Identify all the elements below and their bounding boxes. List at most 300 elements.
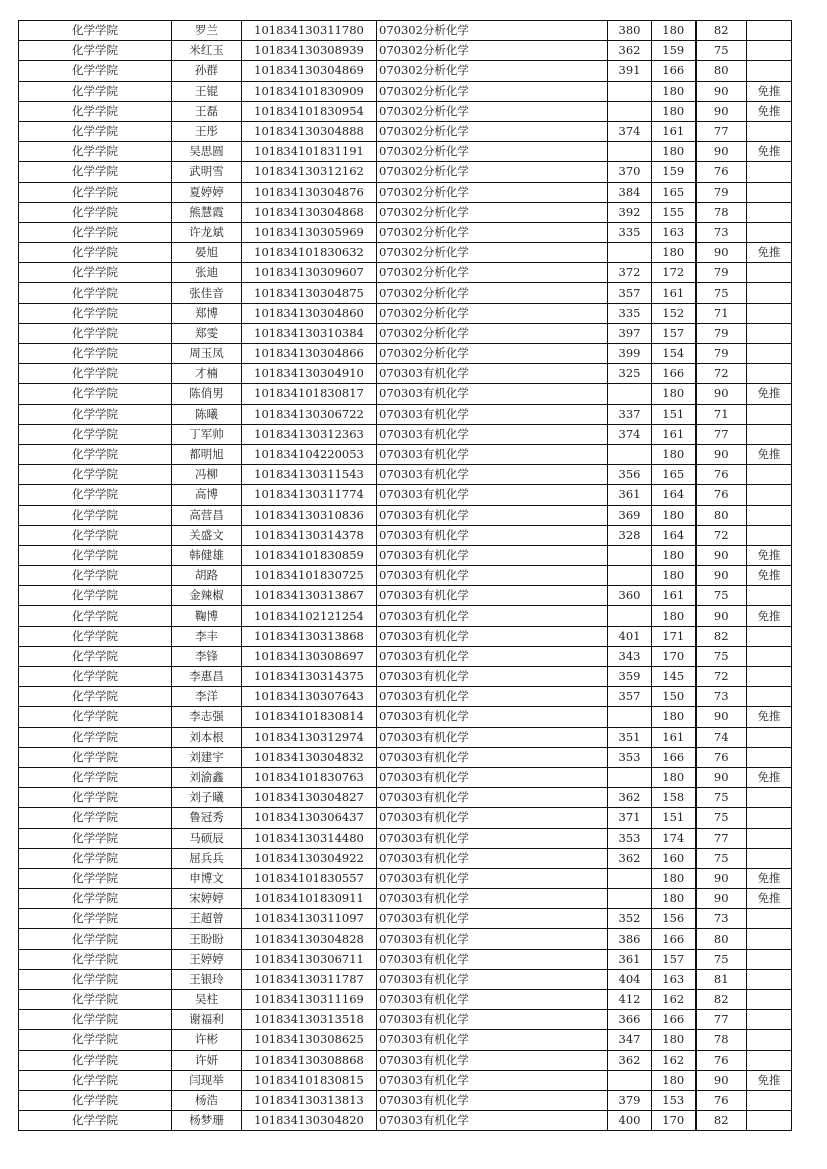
retest-score-cell: 162 [652,1050,696,1070]
college-cell: 化学学院 [19,404,172,424]
note-cell [747,990,792,1010]
retest-score-cell: 155 [652,202,696,222]
total-score-cell: 90 [696,243,747,263]
initial-score-cell: 359 [608,667,652,687]
retest-score-cell: 165 [652,182,696,202]
note-cell: 免推 [747,767,792,787]
major-cell: 070303有机化学 [377,364,608,384]
major-cell: 070303有机化学 [377,465,608,485]
college-cell: 化学学院 [19,788,172,808]
major-cell: 070303有机化学 [377,626,608,646]
table-row [19,687,792,707]
exam-id-cell: 101834130306711 [242,949,377,969]
exam-id-cell: 101834130311169 [242,990,377,1010]
note-cell [747,303,792,323]
table-row [19,969,792,989]
retest-score-cell: 164 [652,485,696,505]
exam-id-cell: 101834101831191 [242,142,377,162]
table-row [19,344,792,364]
note-cell [747,667,792,687]
initial-score-cell [608,243,652,263]
total-score-cell: 78 [696,1030,747,1050]
admission-results-table [18,20,792,1131]
initial-score-cell: 379 [608,1090,652,1110]
initial-score-cell: 337 [608,404,652,424]
retest-score-cell: 180 [652,444,696,464]
table-row [19,81,792,101]
college-cell: 化学学院 [19,707,172,727]
college-cell: 化学学院 [19,1030,172,1050]
name-cell: 郑雯 [172,323,242,343]
table-row [19,889,792,909]
table-row [19,243,792,263]
college-cell: 化学学院 [19,142,172,162]
table-row [19,364,792,384]
retest-score-cell: 153 [652,1090,696,1110]
table-row [19,61,792,81]
note-cell [747,121,792,141]
note-cell [747,1030,792,1050]
major-cell: 070302分析化学 [377,283,608,303]
note-cell: 免推 [747,444,792,464]
table-row [19,404,792,424]
exam-id-cell: 101834102121254 [242,606,377,626]
college-cell: 化学学院 [19,263,172,283]
table-row [19,727,792,747]
exam-id-cell: 101834130304869 [242,61,377,81]
name-cell: 吴思圆 [172,142,242,162]
total-score-cell: 77 [696,1010,747,1030]
name-cell: 孙群 [172,61,242,81]
exam-id-cell: 101834130304828 [242,929,377,949]
college-cell: 化学学院 [19,81,172,101]
name-cell: 杨浩 [172,1090,242,1110]
exam-id-cell: 101834130310384 [242,323,377,343]
name-cell: 王超曾 [172,909,242,929]
major-cell: 070303有机化学 [377,868,608,888]
retest-score-cell: 180 [652,1070,696,1090]
note-cell [747,505,792,525]
major-cell: 070303有机化学 [377,545,608,565]
total-score-cell: 81 [696,969,747,989]
initial-score-cell: 356 [608,465,652,485]
name-cell: 刘子曦 [172,788,242,808]
college-cell: 化学学院 [19,21,172,41]
total-score-cell: 75 [696,788,747,808]
note-cell [747,1111,792,1131]
exam-id-cell: 101834130304827 [242,788,377,808]
note-cell [747,586,792,606]
total-score-cell: 75 [696,949,747,969]
college-cell: 化学学院 [19,1090,172,1110]
retest-score-cell: 156 [652,909,696,929]
total-score-cell: 74 [696,727,747,747]
exam-id-cell: 101834130304888 [242,121,377,141]
major-cell: 070303有机化学 [377,424,608,444]
table-row [19,465,792,485]
initial-score-cell: 374 [608,121,652,141]
table-row [19,1030,792,1050]
note-cell [747,1050,792,1070]
retest-score-cell: 161 [652,424,696,444]
table-row [19,424,792,444]
note-cell [747,465,792,485]
retest-score-cell: 172 [652,263,696,283]
total-score-cell: 75 [696,646,747,666]
major-cell: 070303有机化学 [377,384,608,404]
exam-id-cell: 101834130311780 [242,21,377,41]
exam-id-cell: 101834130314375 [242,667,377,687]
major-cell: 070303有机化学 [377,444,608,464]
exam-id-cell: 101834130307643 [242,687,377,707]
note-cell: 免推 [747,545,792,565]
name-cell: 都明旭 [172,444,242,464]
initial-score-cell [608,889,652,909]
initial-score-cell: 360 [608,586,652,606]
major-cell: 070303有机化学 [377,767,608,787]
retest-score-cell: 180 [652,384,696,404]
college-cell: 化学学院 [19,667,172,687]
note-cell [747,1010,792,1030]
exam-id-cell: 101834130309607 [242,263,377,283]
exam-id-cell: 101834130311774 [242,485,377,505]
major-cell: 070303有机化学 [377,505,608,525]
exam-id-cell: 101834101830632 [242,243,377,263]
total-score-cell: 90 [696,566,747,586]
table-row [19,909,792,929]
name-cell: 韩健雄 [172,545,242,565]
table-row [19,182,792,202]
college-cell: 化学学院 [19,424,172,444]
college-cell: 化学学院 [19,808,172,828]
table-row [19,566,792,586]
college-cell: 化学学院 [19,1050,172,1070]
exam-id-cell: 101834130314378 [242,525,377,545]
initial-score-cell [608,1070,652,1090]
name-cell: 陈曦 [172,404,242,424]
exam-id-cell: 101834130308697 [242,646,377,666]
initial-score-cell: 352 [608,909,652,929]
initial-score-cell: 380 [608,21,652,41]
retest-score-cell: 180 [652,606,696,626]
major-cell: 070303有机化学 [377,707,608,727]
initial-score-cell: 372 [608,263,652,283]
total-score-cell: 72 [696,364,747,384]
note-cell [747,687,792,707]
major-cell: 070303有机化学 [377,404,608,424]
major-cell: 070303有机化学 [377,990,608,1010]
major-cell: 070303有机化学 [377,747,608,767]
exam-id-cell: 101834130314480 [242,828,377,848]
name-cell: 晏旭 [172,243,242,263]
major-cell: 070303有机化学 [377,929,608,949]
name-cell: 李志强 [172,707,242,727]
initial-score-cell: 386 [608,929,652,949]
college-cell: 化学学院 [19,969,172,989]
table-row [19,828,792,848]
name-cell: 郑博 [172,303,242,323]
note-cell [747,41,792,61]
retest-score-cell: 164 [652,525,696,545]
college-cell: 化学学院 [19,606,172,626]
college-cell: 化学学院 [19,545,172,565]
table-body [19,21,792,1131]
college-cell: 化学学院 [19,566,172,586]
college-cell: 化学学院 [19,949,172,969]
name-cell: 金辣椒 [172,586,242,606]
note-cell [747,808,792,828]
total-score-cell: 80 [696,505,747,525]
initial-score-cell: 362 [608,848,652,868]
college-cell: 化学学院 [19,909,172,929]
note-cell: 免推 [747,1070,792,1090]
initial-score-cell: 366 [608,1010,652,1030]
table-row [19,1050,792,1070]
name-cell: 吴柱 [172,990,242,1010]
college-cell: 化学学院 [19,727,172,747]
retest-score-cell: 145 [652,667,696,687]
college-cell: 化学学院 [19,848,172,868]
exam-id-cell: 101834130304922 [242,848,377,868]
college-cell: 化学学院 [19,364,172,384]
note-cell [747,747,792,767]
initial-score-cell: 353 [608,747,652,767]
note-cell [747,222,792,242]
college-cell: 化学学院 [19,243,172,263]
exam-id-cell: 101834101830557 [242,868,377,888]
retest-score-cell: 180 [652,545,696,565]
total-score-cell: 73 [696,909,747,929]
initial-score-cell: 362 [608,1050,652,1070]
college-cell: 化学学院 [19,222,172,242]
major-cell: 070303有机化学 [377,586,608,606]
retest-score-cell: 161 [652,283,696,303]
retest-score-cell: 170 [652,1111,696,1131]
initial-score-cell: 369 [608,505,652,525]
name-cell: 陈俏男 [172,384,242,404]
major-cell: 070303有机化学 [377,727,608,747]
total-score-cell: 90 [696,444,747,464]
exam-id-cell: 101834130304868 [242,202,377,222]
retest-score-cell: 180 [652,566,696,586]
total-score-cell: 73 [696,687,747,707]
note-cell [747,1090,792,1110]
major-cell: 070303有机化学 [377,1030,608,1050]
note-cell [747,21,792,41]
note-cell: 免推 [747,384,792,404]
college-cell: 化学学院 [19,687,172,707]
college-cell: 化学学院 [19,828,172,848]
college-cell: 化学学院 [19,1070,172,1090]
exam-id-cell: 101834130304860 [242,303,377,323]
note-cell [747,162,792,182]
exam-id-cell: 101834130304876 [242,182,377,202]
name-cell: 高营昌 [172,505,242,525]
total-score-cell: 76 [696,485,747,505]
table-row [19,707,792,727]
name-cell: 李惠昌 [172,667,242,687]
exam-id-cell: 101834130304875 [242,283,377,303]
college-cell: 化学学院 [19,61,172,81]
table-row [19,263,792,283]
name-cell: 米红玉 [172,41,242,61]
college-cell: 化学学院 [19,303,172,323]
note-cell [747,263,792,283]
table-row [19,525,792,545]
exam-id-cell: 101834130313518 [242,1010,377,1030]
total-score-cell: 76 [696,747,747,767]
total-score-cell: 72 [696,525,747,545]
exam-id-cell: 101834101830814 [242,707,377,727]
total-score-cell: 82 [696,21,747,41]
exam-id-cell: 101834101830817 [242,384,377,404]
table-row [19,21,792,41]
exam-id-cell: 101834130311543 [242,465,377,485]
name-cell: 许妍 [172,1050,242,1070]
retest-score-cell: 180 [652,1030,696,1050]
total-score-cell: 75 [696,41,747,61]
name-cell: 李锋 [172,646,242,666]
total-score-cell: 90 [696,868,747,888]
note-cell [747,969,792,989]
major-cell: 070303有机化学 [377,1010,608,1030]
retest-score-cell: 180 [652,243,696,263]
name-cell: 李丰 [172,626,242,646]
total-score-cell: 76 [696,465,747,485]
exam-id-cell: 101834130313813 [242,1090,377,1110]
table-row [19,646,792,666]
major-cell: 070303有机化学 [377,969,608,989]
table-row [19,444,792,464]
retest-score-cell: 166 [652,1010,696,1030]
retest-score-cell: 157 [652,323,696,343]
exam-id-cell: 101834130306722 [242,404,377,424]
retest-score-cell: 180 [652,21,696,41]
name-cell: 王磊 [172,101,242,121]
total-score-cell: 76 [696,1050,747,1070]
note-cell [747,424,792,444]
initial-score-cell: 391 [608,61,652,81]
note-cell [747,344,792,364]
total-score-cell: 77 [696,121,747,141]
retest-score-cell: 159 [652,162,696,182]
initial-score-cell: 401 [608,626,652,646]
initial-score-cell: 335 [608,222,652,242]
name-cell: 才楠 [172,364,242,384]
note-cell: 免推 [747,889,792,909]
retest-score-cell: 174 [652,828,696,848]
note-cell: 免推 [747,606,792,626]
major-cell: 070303有机化学 [377,1090,608,1110]
total-score-cell: 90 [696,1070,747,1090]
name-cell: 熊慧霞 [172,202,242,222]
major-cell: 070303有机化学 [377,1070,608,1090]
exam-id-cell: 101834130304820 [242,1111,377,1131]
table-row [19,545,792,565]
table-row [19,848,792,868]
retest-score-cell: 180 [652,868,696,888]
retest-score-cell: 180 [652,707,696,727]
note-cell: 免推 [747,101,792,121]
major-cell: 070302分析化学 [377,21,608,41]
name-cell: 马硕辰 [172,828,242,848]
table-row [19,667,792,687]
name-cell: 鞠博 [172,606,242,626]
note-cell: 免推 [747,243,792,263]
total-score-cell: 73 [696,222,747,242]
name-cell: 高博 [172,485,242,505]
retest-score-cell: 180 [652,767,696,787]
retest-score-cell: 157 [652,949,696,969]
exam-id-cell: 101834130304866 [242,344,377,364]
college-cell: 化学学院 [19,444,172,464]
note-cell [747,283,792,303]
note-cell [747,323,792,343]
table-row [19,1111,792,1131]
exam-id-cell: 101834130304910 [242,364,377,384]
retest-score-cell: 165 [652,465,696,485]
note-cell [747,828,792,848]
retest-score-cell: 163 [652,969,696,989]
total-score-cell: 75 [696,848,747,868]
note-cell [747,909,792,929]
initial-score-cell: 347 [608,1030,652,1050]
retest-score-cell: 161 [652,121,696,141]
college-cell: 化学学院 [19,162,172,182]
initial-score-cell: 343 [608,646,652,666]
note-cell [747,646,792,666]
retest-score-cell: 170 [652,646,696,666]
note-cell: 免推 [747,707,792,727]
total-score-cell: 76 [696,1090,747,1110]
note-cell [747,929,792,949]
initial-score-cell: 397 [608,323,652,343]
retest-score-cell: 180 [652,81,696,101]
college-cell: 化学学院 [19,465,172,485]
note-cell [747,182,792,202]
major-cell: 070303有机化学 [377,525,608,545]
table-row [19,767,792,787]
retest-score-cell: 161 [652,586,696,606]
college-cell: 化学学院 [19,384,172,404]
exam-id-cell: 101834101830909 [242,81,377,101]
name-cell: 闫现举 [172,1070,242,1090]
retest-score-cell: 154 [652,344,696,364]
retest-score-cell: 180 [652,101,696,121]
initial-score-cell [608,566,652,586]
major-cell: 070302分析化学 [377,41,608,61]
college-cell: 化学学院 [19,323,172,343]
college-cell: 化学学院 [19,990,172,1010]
total-score-cell: 72 [696,667,747,687]
college-cell: 化学学院 [19,101,172,121]
initial-score-cell: 362 [608,41,652,61]
major-cell: 070303有机化学 [377,667,608,687]
total-score-cell: 90 [696,101,747,121]
table-row [19,222,792,242]
name-cell: 刘本根 [172,727,242,747]
college-cell: 化学学院 [19,586,172,606]
college-cell: 化学学院 [19,767,172,787]
major-cell: 070302分析化学 [377,243,608,263]
table-row [19,788,792,808]
total-score-cell: 79 [696,263,747,283]
exam-id-cell: 101834101830911 [242,889,377,909]
college-cell: 化学学院 [19,283,172,303]
exam-id-cell: 101834101830763 [242,767,377,787]
major-cell: 070303有机化学 [377,646,608,666]
name-cell: 杨梦珊 [172,1111,242,1131]
